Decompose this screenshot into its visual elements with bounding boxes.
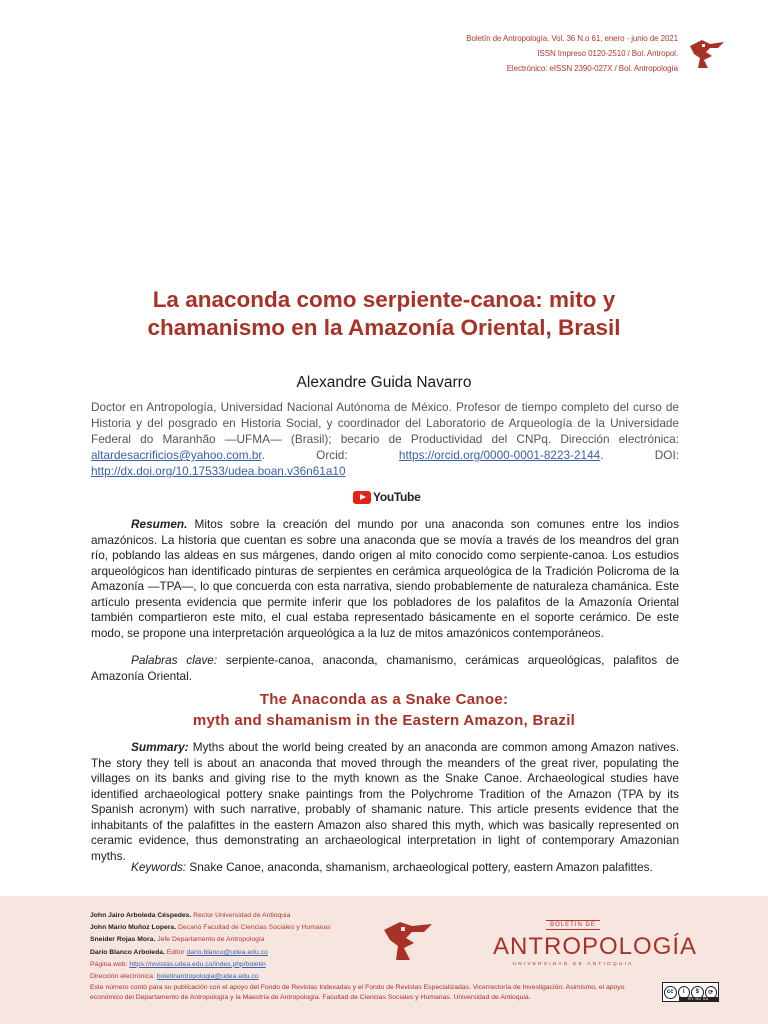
funding-note: Este número contó para su publicación con el apoyo del Fondo de Revistas Indexadas y el Fondo de Revistas Especializadas. Vicerrectoría de Investigación. Asimismo, el apoyo económico del Departamento de Antropología y la Maestría de Antropología. Facultad de Ciencias Sociales y Humanas. Universidad de Antioquia. — [90, 984, 625, 1001]
youtube-play-icon — [353, 491, 371, 504]
english-title — [0, 689, 768, 731]
doi-link[interactable]: http://dx.doi.org/10.17533/udea.boan.v36n61a10 — [91, 464, 346, 478]
keywords-en-text: Snake Canoe, anaconda, shamanism, archaeological pottery, eastern Amazon palafittes. — [186, 860, 653, 874]
cc-icon: cc — [664, 986, 677, 999]
journal-email-link[interactable]: boletinantropologia@udea.edu.co — [156, 973, 259, 981]
footer-bird-logo-icon — [382, 916, 434, 964]
staff-list — [90, 910, 331, 983]
staff-dean: John Mario Muñoz Lopera. Decano Facultad de Ciencias Sociales y Humanas — [90, 924, 331, 932]
keywords-es-label: Palabras clave: — [131, 653, 218, 667]
eissn-line: Electrónico: eISSN 2390-027X / Bol. Antropología — [506, 64, 678, 73]
abstract-es — [91, 517, 679, 641]
by-icon: i — [678, 986, 691, 999]
youtube-link[interactable] — [353, 490, 420, 504]
journal-web-link[interactable]: https://revistas.udea.edu.co/index.php/boletin — [129, 960, 266, 968]
staff-rector: John Jairo Arboleda Céspedes. Rector Universidad de Antioquia — [90, 912, 291, 919]
bio-text: Doctor en Antropología, Universidad Nacional Autónoma de México. Profesor de tiempo completo del curso de Historia y del posgrado en Historia Social, y coordinador del Laboratorio de Arqueología de la Universidade Federal do Maranhão —UFMA— (Brasil); becario de Productividad del CNPq. Dirección electrónica: — [91, 400, 679, 446]
cc-license-badge[interactable] — [662, 982, 719, 1002]
doi-label: . DOI: — [600, 448, 680, 462]
orcid-link[interactable]: https://orcid.org/0000-0001-8223-2144 — [398, 448, 601, 462]
article-title — [40, 286, 728, 342]
author-name: Alexandre Guida Navarro — [296, 374, 472, 391]
title-line-2: chamanismo en la Amazonía Oriental, Brasil — [147, 315, 621, 340]
orcid-label: . Orcid: — [261, 448, 399, 462]
journal-line: Boletín de Antropología. Vol. 36 N.o 61, enero - junio de 2021 — [466, 34, 678, 43]
editor-email-link[interactable]: dario.blanco@udea.edu.co — [186, 948, 268, 956]
staff-editor: Darío Blanco Arboleda. Editor dario.blanco@udea.edu.co — [90, 948, 268, 956]
staff-email: Dirección electrónica: boletinantropologia@udea.edu.co — [90, 973, 259, 981]
keywords-en — [91, 860, 679, 876]
english-title-line-2: myth and shamanism in the Eastern Amazon, Brazil — [192, 712, 576, 729]
abstract-es-text: Mitos sobre la creación del mundo por una anaconda son comunes entre los indios amazónicos. La historia que cuentan es sobre una anaconda que se movía a través de los meandros del gran río, poblando las aldeas en sus márgenes, dando origen al mito conocido como serpiente-canoa. Los estudios arqueológicos han identificado pinturas de serpientes en cerámica arqueológica de la Tradición Policroma de la Amazonía —TPA—, lo que concuerda con esta narrativa, siendo probablemente de naturaleza chamánica. Este artículo presenta evidencia que permite inferir que los pobladores de los palafitos de la Amazonía Oriental también compartieron este mito, el cual estaba representado básicamente en el soporte cerámico. De este modo, se propone una interpretación arqueológica a la luz de mitos amazónicos contemporáneos. — [91, 517, 679, 640]
issn-line: ISSN Impreso 0120-2510 / Bol. Antropol. — [537, 49, 678, 58]
brand-name: ANTROPOLOGÍA — [493, 933, 698, 960]
abstract-en — [91, 740, 679, 864]
brand-sup: BOLETÍN DE — [546, 920, 600, 930]
staff-web: Página web: https://revistas.udea.edu.co/index.php/boletin — [90, 960, 266, 968]
keywords-en-label: Keywords: — [131, 860, 187, 874]
journal-header — [466, 31, 678, 76]
abstract-en-label: Summary: — [131, 740, 189, 754]
author-email-link[interactable]: altardesacrificios@yahoo.com.br — [91, 448, 262, 462]
english-title-line-1: The Anaconda as a Snake Canoe: — [259, 691, 509, 708]
abstract-es-label: Resumen. — [131, 517, 188, 531]
brand-sub: UNIVERSIDAD DE ANTIOQUIA — [512, 962, 634, 967]
title-line-1: La anaconda como serpiente-canoa: mito y — [152, 287, 616, 312]
keywords-es-text: serpiente-canoa, anaconda, chamanismo, cerámicas arqueológicas, palafitos de Amazonía Oriental. — [91, 653, 680, 683]
journal-bird-logo-icon — [688, 36, 726, 72]
staff-head: Sneider Rojas Mora. Jefe Departamento de Antropología — [90, 936, 265, 944]
sa-icon: ⟳ — [705, 986, 718, 999]
keywords-es — [91, 653, 679, 684]
nc-icon: $ — [691, 986, 704, 999]
abstract-en-text: Myths about the world being created by an anaconda are common among Amazon natives. The story they tell is about an anaconda that moved through the meanders of the great river, populating the villages on its banks and giving rise to the myth known as the Snake Canoe. Archaeological studies have identified archaeological pottery snake paintings from the Polychrome Tradition of the Amazon (TPA by its Spanish acronym) with such narrative, probably of shamanic nature. This article presents evidence that the inhabitants of the palafittes in the eastern Amazon also shared this myth, which was basically represented on ceramic evidence, thus demonstrating an archaeological interpretation in light of contemporary Amazonian myths. — [91, 740, 679, 863]
author-bio — [91, 399, 679, 479]
youtube-label: YouTube — [373, 490, 421, 504]
journal-brand — [493, 913, 698, 967]
license-label: BY NC SA — [679, 997, 718, 1001]
